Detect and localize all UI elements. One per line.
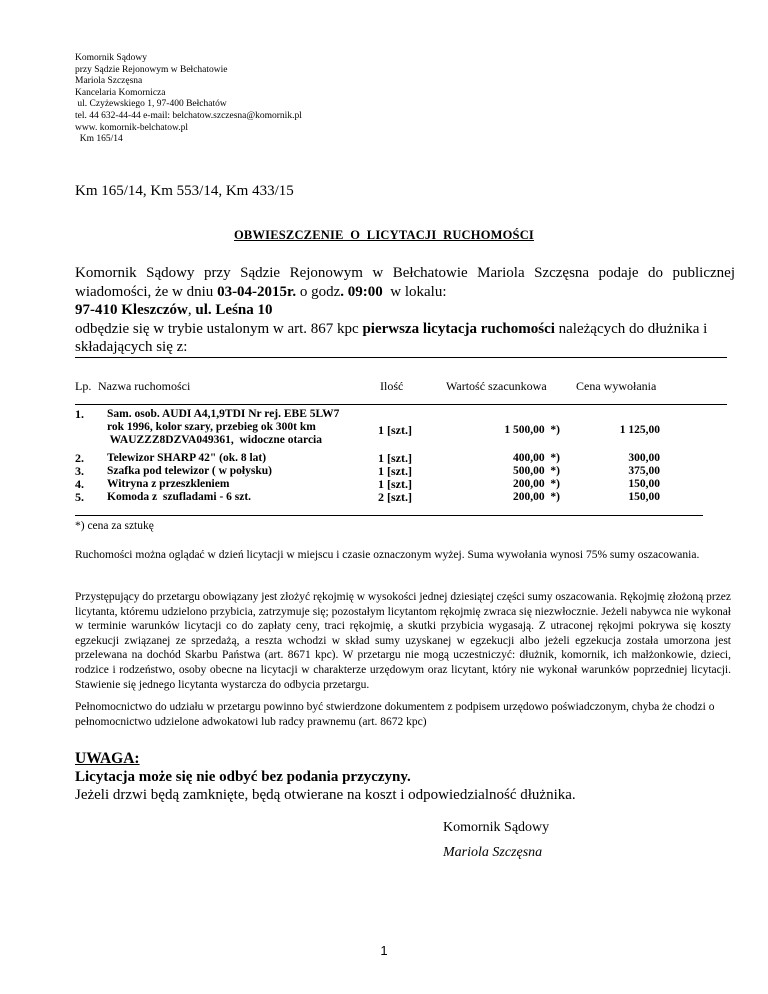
intro-text: o godz — [296, 283, 341, 300]
auction-date: 03-04-2015r. — [217, 283, 297, 300]
letterhead-line: Mariola Szczęsna — [75, 76, 143, 87]
notice-line-2: Jeżeli drzwi będą zamknięte, będą otwierane na koszt i odpowiedzialność dłużnika. — [75, 787, 576, 803]
table-row-lp: 4. — [75, 477, 84, 491]
table-row-price: 1 125,00 — [619, 424, 660, 436]
table-row-price: 375,00 — [628, 465, 660, 477]
table-row-qty: 1 [szt.] — [378, 477, 412, 491]
location-street: ul. Leśna 10 — [195, 302, 273, 319]
letterhead-line: tel. 44 632-44-44 e-mail: belchatow.szczesna@komornik.pl — [75, 110, 302, 121]
table-row-qty: 2 [szt.] — [378, 490, 412, 504]
letterhead-line: ul. Czyżewskiego 1, 97-400 Bełchatów — [75, 99, 227, 110]
table-row-name — [107, 408, 397, 447]
table-row-qty: 1 [szt.] — [378, 464, 412, 478]
intro-line-2 — [75, 283, 735, 302]
header-lp: Lp. — [75, 379, 92, 393]
intro-text: należących do dłużnika i — [554, 320, 708, 337]
auction-time: . 09:00 — [340, 283, 383, 300]
intro-line-1: Komornik Sądowy przy Sądzie Rejonowym w Bełchatowie Mariola Szczęsna podaje do publicznej — [75, 265, 735, 281]
bailiff-letterhead — [75, 53, 302, 146]
table-row-value: 200,00 *) — [513, 478, 560, 490]
case-references: Km 165/14, Km 553/14, Km 433/15 — [75, 183, 294, 199]
item-name-line: Sam. osob. AUDI A4,1,9TDI Nr rej. EBE 5LW7 — [107, 408, 340, 420]
table-row-qty: 1 [szt.] — [378, 451, 412, 465]
table-row-value: 200,00 *) — [513, 491, 560, 503]
notice-heading: UWAGA: — [75, 750, 140, 767]
table-row-name: Komoda z szufladami - 6 szt. — [107, 491, 252, 503]
location-separator: , — [187, 302, 196, 319]
letterhead-line: przy Sądzie Rejonowym w Bełchatowie — [75, 64, 228, 75]
table-row-qty: 1 [szt.] — [378, 423, 412, 437]
intro-paragraph — [75, 264, 735, 357]
auction-location — [75, 301, 735, 320]
intro-text: w lokalu: — [382, 283, 447, 300]
header-value: Wartość szacunkowa — [446, 379, 547, 393]
document-title: OBWIESZCZENIE O LICYTACJI RUCHOMOŚCI — [234, 228, 534, 242]
table-row-name: Witryna z przeszkleniem — [107, 478, 230, 490]
header-price: Cena wywołania — [576, 379, 657, 393]
item-name-line: rok 1996, kolor szary, przebieg ok 300t km — [107, 421, 316, 433]
table-row-price: 150,00 — [628, 491, 660, 503]
signature-role: Komornik Sądowy — [443, 820, 550, 835]
intro-line-5: składających się z: — [75, 339, 188, 356]
table-row-lp: 1. — [75, 407, 84, 421]
divider — [75, 357, 727, 358]
table-row-name: Telewizor SHARP 42" (ok. 8 lat) — [107, 452, 267, 464]
viewing-paragraph: Ruchomości można oglądać w dzień licytacji w miejscu i czasie oznaczonym wyżej. Suma wywołania wynosi 75% sumy oszacowania. — [75, 549, 700, 561]
item-name-line: WAUZZZ8DZVA049361, widoczne otarcia — [107, 434, 322, 446]
intro-line-4 — [75, 320, 735, 339]
location-town: 97-410 Kleszczów — [75, 302, 188, 319]
intro-text: odbędzie się w trybie ustalonym w art. 867 kpc — [75, 320, 363, 337]
letterhead-line: Komornik Sądowy — [75, 53, 148, 63]
letterhead-line: Km 165/14 — [75, 134, 123, 145]
header-qty: Ilość — [380, 379, 404, 393]
table-footnote: *) cena za sztukę — [75, 520, 154, 532]
intro-text: wiadomości, że w dniu — [75, 283, 218, 300]
proxy-paragraph: Pełnomocnictwo do udziału w przetargu powinno być stwierdzone dokumentem z podpisem urzędowo poświadczonym, chyba że chodzi o pełnomocnictwo udzielone adwokatowi lub radcy prawnemu (art. 8672 kpc) — [75, 701, 715, 728]
table-row-value: 500,00 *) — [513, 465, 560, 477]
table-row-lp: 5. — [75, 490, 84, 504]
notice-line-1: Licytacja może się nie odbyć bez podania przyczyny. — [75, 769, 411, 785]
table-row-name: Szafka pod telewizor ( w połysku) — [107, 465, 272, 477]
auction-type: pierwsza licytacja ruchomości — [362, 320, 555, 337]
page-number: 1 — [380, 943, 388, 958]
divider — [75, 404, 727, 405]
table-row-lp: 3. — [75, 464, 84, 478]
table-row-lp: 2. — [75, 451, 84, 465]
letterhead-line: www. komornik-belchatow.pl — [75, 122, 189, 133]
signature-name: Mariola Szczęsna — [443, 845, 543, 860]
table-row-price: 300,00 — [628, 452, 660, 464]
table-row-value: 400,00 *) — [513, 452, 560, 464]
deposit-paragraph: Przystępujący do przetargu obowiązany jest złożyć rękojmię w wysokości jednej dziesiątej części sumy oszacowania. Rękojmię złożoną przez licytanta, któremu udzielono przybicia, zatrzymuje się; pozostałym licytantom rękojmię zwraca się niezwłocznie. Jeżeli nabywca nie wykonał w terminie warunków licytacji co do zapłaty ceny, traci rękojmię, a skutki przybicia wygasają. Z utraconej rękojmi pokrywa się koszty egzekucji związanej ze sprzedażą, a reszta wchodzi w skład sumy uzyskanej w egzekucji albo jeżeli egzekucja została umorzona jest przelewana na dochód Skarbu Państwa (art. 8671 kpc). W przetargu nie mogą uczestniczyć: dłużnik, komornik, ich małżonkowie, dzieci, rodzice i rodzeństwo, osoby obecne na licytacji w charakterze urzędowym oraz licytant, który nie wykonał warunków poprzedniej licytacji. Stawienie się jednego licytanta wystarcza do odbycia przetargu. — [75, 591, 732, 691]
header-name: Nazwa ruchomości — [98, 379, 191, 393]
table-row-value: 1 500,00 *) — [504, 424, 560, 436]
table-row-price: 150,00 — [628, 478, 660, 490]
letterhead-line: Kancelaria Komornicza — [75, 87, 166, 98]
divider — [75, 515, 703, 516]
